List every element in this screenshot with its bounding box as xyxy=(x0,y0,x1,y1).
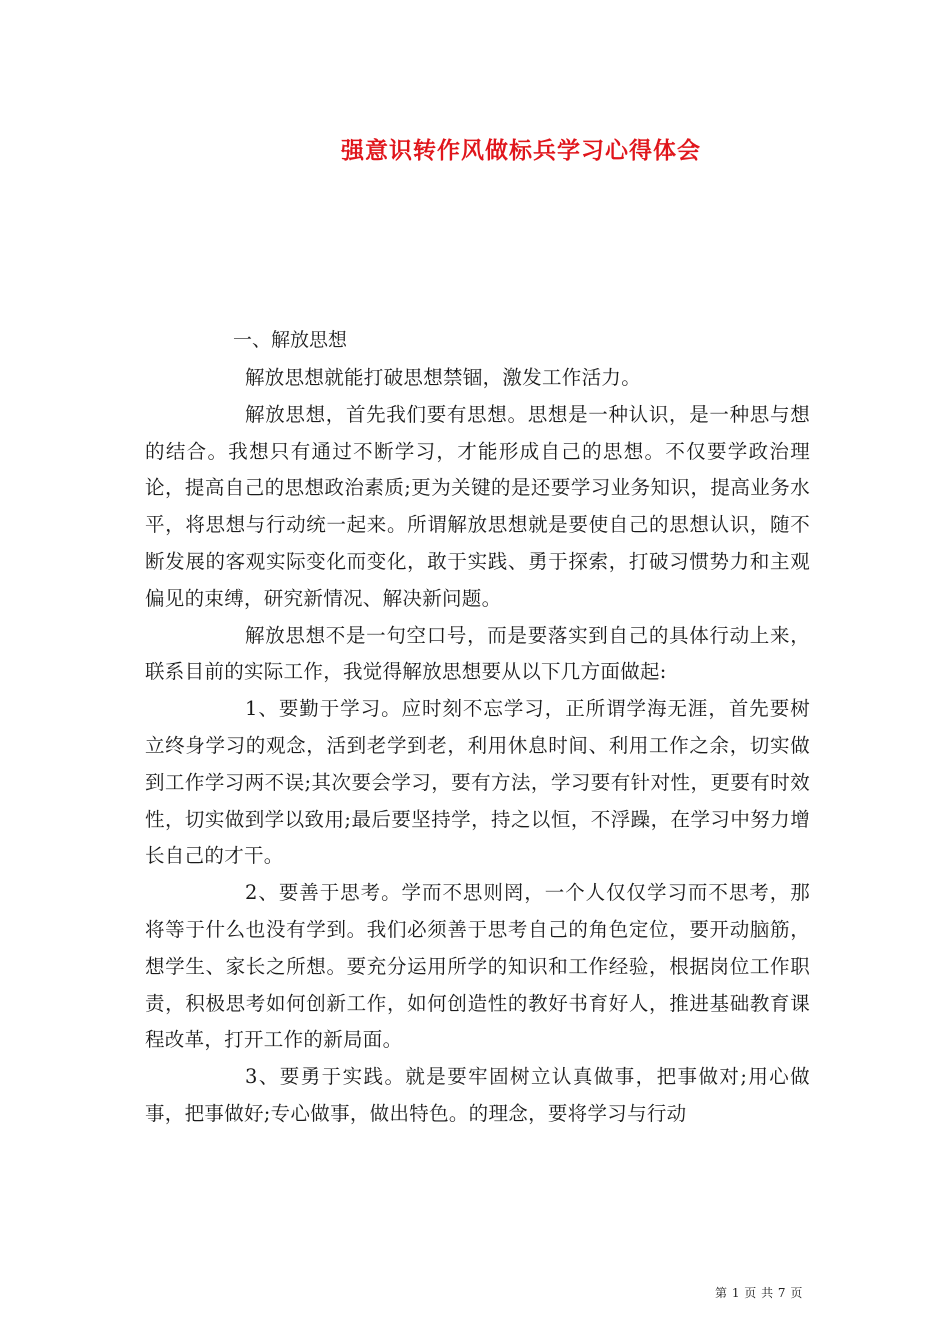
paragraph: 2、要善于思考。学而不思则罔，一个人仅仅学习而不思考，那将等于什么也没有学到。我们必须善于思考自己的角色定位，要开动脑筋，想学生、家长之所想。要充分运用所学的知识和工作经验，根据岗位工作职责，积极思考如何创新工作，如何创造性的教好书育好人，推进基础教育课程改革，打开工作的新局面。 xyxy=(145,881,810,1052)
paragraph: 3、要勇于实践。就是要牢固树立认真做事，把事做对;用心做事，把事做好;专心做事，做出特色。的理念，要将学习与行动 xyxy=(145,1065,810,1125)
section-heading: 一、解放思想 xyxy=(233,329,348,351)
paragraph: 解放思想就能打破思想禁锢，激发工作活力。 xyxy=(245,366,642,389)
paragraph: 解放思想，首先我们要有思想。思想是一种认识，是一种思与想的结合。我想只有通过不断学习，才能形成自己的思想。不仅要学政治理论，提高自己的思想政治素质;更为关键的是还要学习业务知识，提高业务水平，将思想与行动统一起来。所谓解放思想就是要使自己的思想认识，随不断发展的客观实际变化而变化，敢于实践、勇于探索，打破习惯势力和主观偏见的束缚，研究新情况、解决新问题。 xyxy=(145,402,810,610)
document-body xyxy=(145,360,810,1133)
paragraph: 1、要勤于学习。应时刻不忘学习，正所谓学海无涯，首先要树立终身学习的观念，活到老学到老，利用休息时间、利用工作之余，切实做到工作学习两不误;其次要会学习，要有方法，学习要有针对性，更要有时效性，切实做到学以致用;最后要坚持学，持之以恒，不浮躁，在学习中努力增长自己的才干。 xyxy=(145,697,810,868)
page-number: 第 1 页 共 7 页 xyxy=(715,1286,803,1300)
document-title: 强意识转作风做标兵学习心得体会 xyxy=(341,137,701,164)
paragraph: 解放思想不是一句空口号，而是要落实到自己的具体行动上来，联系目前的实际工作，我觉得解放思想要从以下几方面做起: xyxy=(145,623,810,684)
